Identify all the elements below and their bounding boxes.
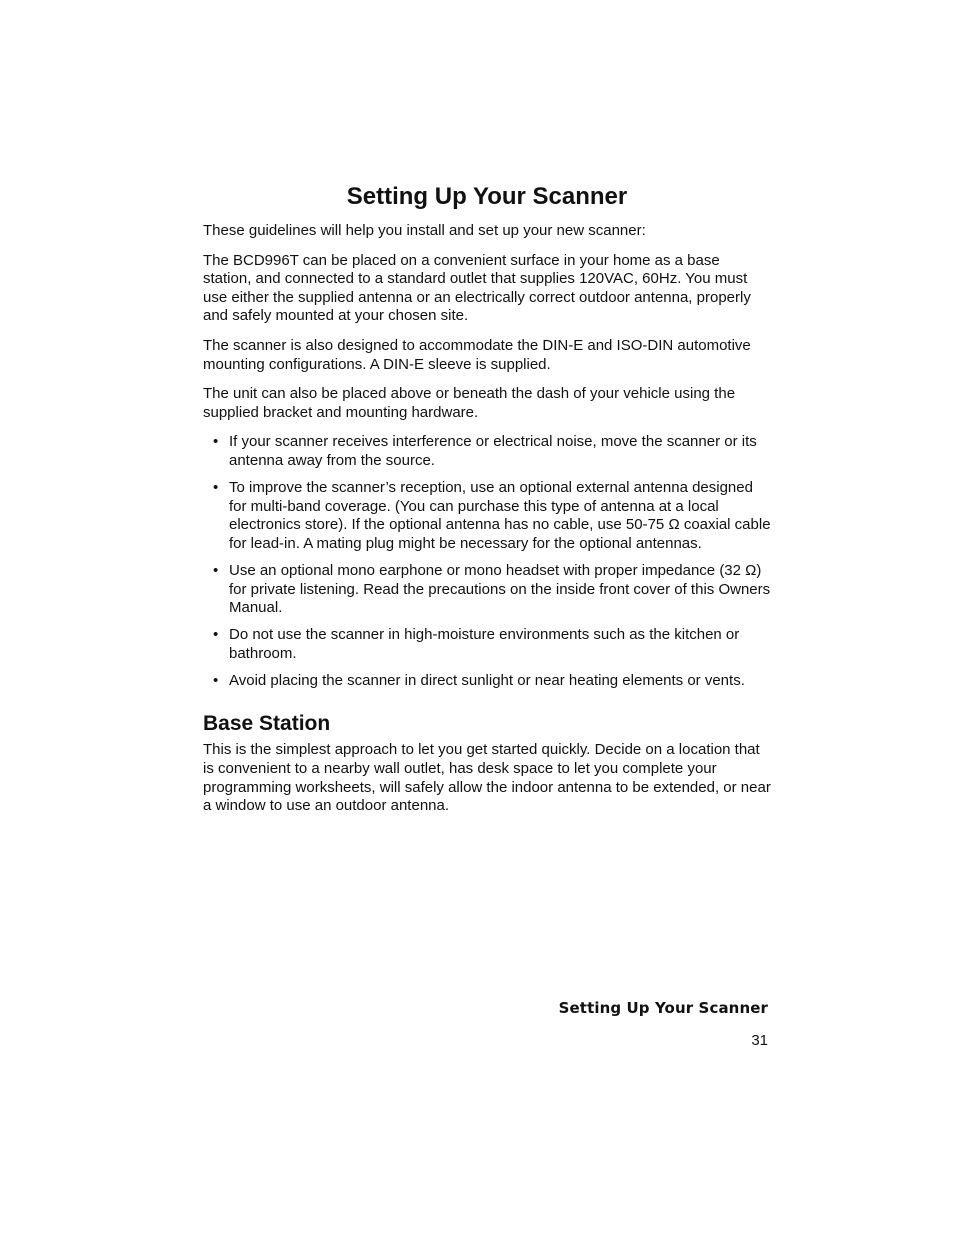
bullet-icon: • [213, 479, 219, 497]
page-title: Setting Up Your Scanner [346, 183, 628, 210]
bullet-icon: • [213, 433, 219, 451]
list-item-text: Do not use the scanner in high-moisture environments such as the kitchen or bathroom. [229, 626, 740, 662]
list-item-text: If your scanner receives interference or electrical noise, move the scanner or its antenna away from the source. [229, 433, 757, 469]
guidelines-list [203, 433, 771, 690]
list-item [203, 479, 771, 553]
list-item [203, 672, 771, 691]
section-body: This is the simplest approach to let you get started quickly. Decide on a location that is convenient to a nearby wall outlet, has desk space to let you complete your programming worksheets, will safely allow the indoor antenna to be extended, or near a window to use an outdoor antenna. [203, 741, 771, 815]
bullet-icon: • [213, 561, 219, 579]
din-mounting-paragraph: The scanner is also designed to accommodate the DIN-E and ISO-DIN automotive mounting configurations. A DIN-E sleeve is supplied. [203, 336, 751, 373]
list-item-text: To improve the scanner’s reception, use an optional external antenna designed for multi-band coverage. (You can purchase this type of antenna at a local electronics store). If the optional antenna has no cable, use 50-75 Ω coaxial cable for lead-in. A mating plug might be necessary for the optional antennas. [229, 479, 771, 552]
bullet-icon: • [213, 671, 219, 689]
list-item-text: Avoid placing the scanner in direct sunlight or near heating elements or vents. [229, 671, 745, 689]
list-item [203, 433, 771, 470]
running-footer-title: Setting Up Your Scanner [558, 999, 768, 1017]
bullet-icon: • [213, 626, 219, 644]
page-content [203, 180, 771, 827]
intro-paragraph: These guidelines will help you install and set up your new scanner: [203, 222, 646, 239]
vehicle-mounting-paragraph: The unit can also be placed above or beneath the dash of your vehicle using the supplied bracket and mounting hardware. [203, 385, 736, 421]
page-number: 31 [751, 1032, 768, 1049]
base-station-paragraph: The BCD996T can be placed on a convenient surface in your home as a base station, and connected to a standard outlet that supplies 120VAC, 60Hz. You must use either the supplied antenna or an electrically correct outdoor antenna, properly and safely mounted at your chosen site. [203, 251, 751, 325]
list-item [203, 562, 771, 618]
section-heading: Base Station [203, 712, 331, 736]
list-item-text: Use an optional mono earphone or mono headset with proper impedance (32 Ω) for private listening. Read the precautions on the inside front cover of this Owners Manual. [229, 561, 771, 617]
list-item [203, 626, 771, 663]
